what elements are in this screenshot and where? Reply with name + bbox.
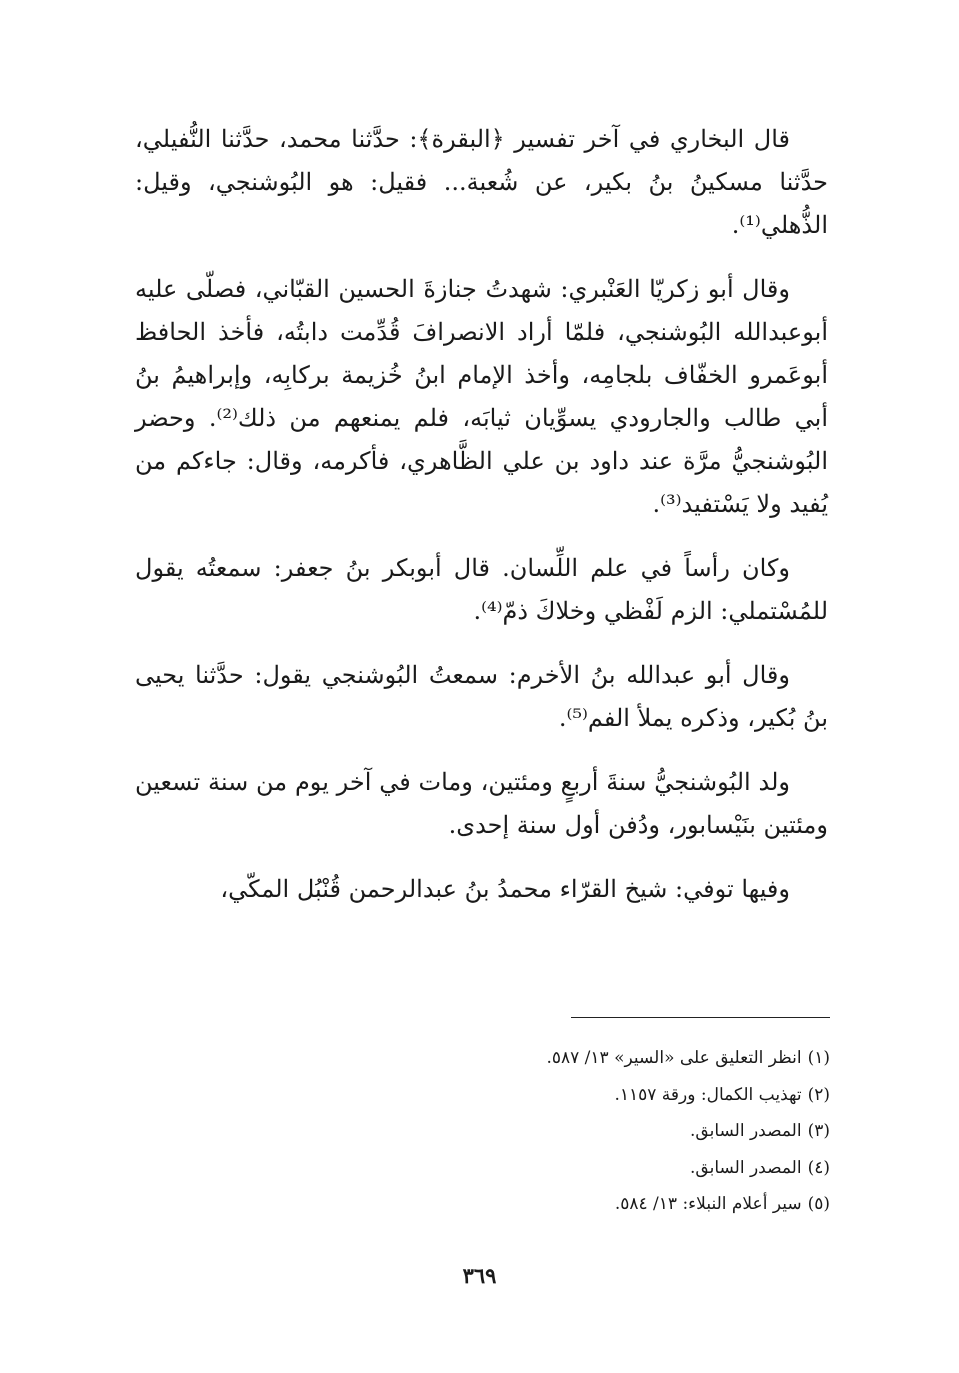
footnote-1 <box>200 1040 830 1077</box>
footnote-4 <box>200 1150 830 1187</box>
page-number: ٣٦٩ <box>462 1263 497 1288</box>
footnote-separator <box>571 1017 830 1018</box>
footnote-5 <box>200 1186 830 1223</box>
footnote-text: سير أعلام النبلاء: ١٣/ ٥٨٤. <box>614 1194 802 1214</box>
footnote-2 <box>200 1077 830 1114</box>
footnote-text: تهذيب الكمال: ورقة ١١٥٧. <box>614 1084 802 1105</box>
paragraph-4: وقال أبو عبدالله بنُ الأخرم: سمعتُ البُوشنجي يقول: حدَّثنا يحيى بنُ بُكير، وذكره يملأ الفم⁽⁵⁾. <box>135 661 828 732</box>
footnote-number: (٥) <box>807 1194 830 1214</box>
paragraph-3: وكان رأساً في علم اللِّسان. قال أبوبكر بنُ جعفر: سمعتُه يقول للمُسْتملي: الزم لَفْظي وخلاكَ ذمّ⁽⁴⁾. <box>135 554 828 625</box>
paragraph-5: ولد البُوشنجيُّ سنةَ أربعٍ ومئتين، ومات في آخر يوم من سنة تسعين ومئتين بنَيْسابور، ودُفن أول سنة إحدى. <box>135 768 828 839</box>
paragraph-2: وقال أبو زكريّا العَنْبري: شهدتُ جنازةَ الحسين القبّاني، فصلّى عليه أبوعبدالله البُوشنجي، فلمّا أراد الانصرافَ قُدِّمت دابتُه، فأخذ الحافظ أبوعَمرو الخفّاف بلجامِه، وأخذ الإمام ابنُ خُزيمة بركابِه، وإبراهيمُ بنُ أبي طالب والجارودي يسوِّيان ثيابَه، فلم يمنعهم من ذلك⁽²⁾. وحضر البُوشنجيُّ مرَّة عند داود بن علي الظَّاهري، فأكرمه، وقال: جاءكم من يُفيد ولا يَسْتفيد⁽³⁾. <box>135 275 828 518</box>
footnote-number: (١) <box>807 1048 830 1068</box>
footnote-text: المصدر السابق. <box>690 1157 802 1178</box>
paragraph-6: وفيها توفي: شيخ القرّاء محمدُ بنُ عبدالرحمن قُنْبُل المكّي، <box>220 875 790 903</box>
footnotes <box>200 1040 830 1223</box>
footnote-number: (٣) <box>807 1121 830 1141</box>
paragraph-1: قال البخاري في آخر تفسير ﴿البقرة﴾: حدَّثنا محمد، حدَّثنا النُّفيلي، حدَّثنا مسكينُ بنُ بكير، عن شُعبة... فقيل: هو البُوشنجي، وقيل: الذُّهلي⁽¹⁾. <box>135 125 828 239</box>
footnote-3 <box>200 1113 830 1150</box>
footnote-text: المصدر السابق. <box>690 1121 802 1141</box>
footnote-number: (٤) <box>807 1157 830 1178</box>
footnote-text: انظر التعليق على «السير» ١٣/ ٥٨٧. <box>546 1048 802 1068</box>
main-text <box>135 118 828 932</box>
footnote-number: (٢) <box>807 1084 830 1105</box>
